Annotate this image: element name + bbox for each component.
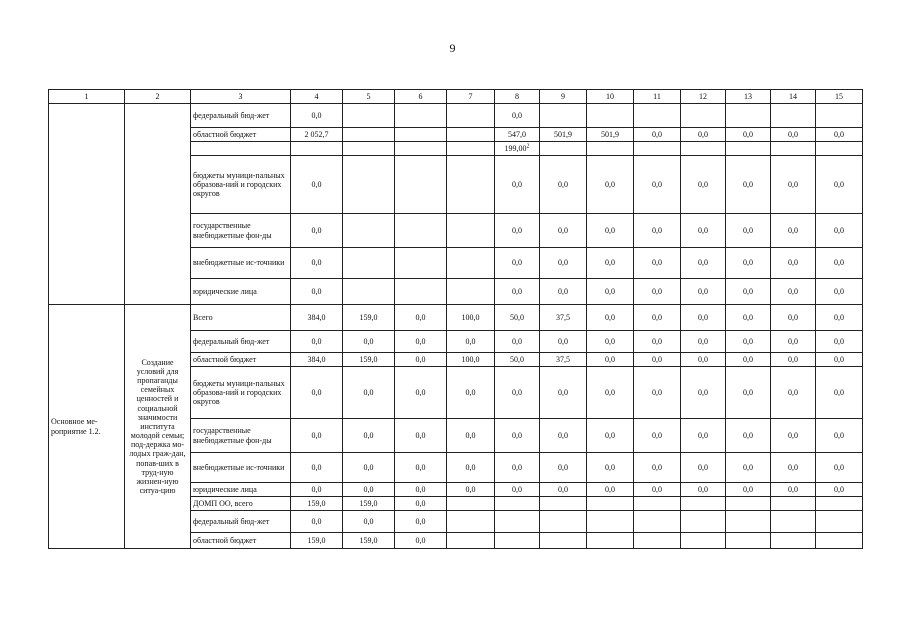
value-cell [447, 142, 495, 156]
value-cell: 0,0 [726, 483, 771, 497]
value-cell [395, 279, 447, 305]
value-cell: 100,0 [447, 353, 495, 367]
value-cell: 0,0 [495, 214, 540, 248]
table-row [49, 104, 863, 128]
funding-source-cell [191, 142, 291, 156]
value-cell: 159,0 [343, 305, 395, 331]
value-cell [771, 142, 816, 156]
value-cell: 0,0 [540, 214, 587, 248]
value-cell [343, 104, 395, 128]
budget-table [48, 89, 863, 549]
funding-source-cell: ДОМП ОО, всего [191, 497, 291, 511]
activity-name-cell: Основное ме-роприятие 1.2. [49, 305, 125, 549]
value-cell: 0,0 [291, 511, 343, 533]
value-cell: 0,0 [447, 419, 495, 453]
value-cell: 199,00$^2$ [495, 142, 540, 156]
value-cell: 0,0 [726, 156, 771, 214]
value-cell [291, 142, 343, 156]
value-cell: 0,0 [816, 353, 863, 367]
column-header: 2 [125, 90, 191, 104]
value-cell: 0,0 [343, 511, 395, 533]
value-cell [495, 511, 540, 533]
value-cell: 0,0 [771, 279, 816, 305]
column-header: 4 [291, 90, 343, 104]
funding-source-cell: государственные внебюджетные фон-ды [191, 214, 291, 248]
funding-source-cell: федеральный бюд-жет [191, 104, 291, 128]
value-cell [540, 533, 587, 549]
funding-source-cell: государственные внебюджетные фон-ды [191, 419, 291, 453]
value-cell: 0,0 [395, 497, 447, 511]
funding-source-cell: федеральный бюд-жет [191, 511, 291, 533]
value-cell: 0,0 [634, 419, 681, 453]
value-cell: 0,0 [816, 483, 863, 497]
value-cell [540, 497, 587, 511]
value-cell: 0,0 [681, 248, 726, 279]
value-cell [587, 533, 634, 549]
value-cell [447, 104, 495, 128]
value-cell: 0,0 [681, 128, 726, 142]
value-cell: 0,0 [395, 331, 447, 353]
value-cell: 0,0 [681, 353, 726, 367]
value-cell: 0,0 [634, 453, 681, 483]
funding-source-cell: бюджеты муници-пальных образова-ний и городских округов [191, 367, 291, 419]
value-cell: 0,0 [726, 453, 771, 483]
column-header: 10 [587, 90, 634, 104]
column-header: 1 [49, 90, 125, 104]
footnote-mark: 2 [526, 143, 530, 150]
value-cell: 0,0 [447, 367, 495, 419]
value-cell: 0,0 [681, 483, 726, 497]
value-cell [447, 533, 495, 549]
funding-source-cell: Всего [191, 305, 291, 331]
value-cell [681, 511, 726, 533]
value-cell [771, 533, 816, 549]
value-cell [343, 248, 395, 279]
value-cell [495, 533, 540, 549]
value-cell [816, 533, 863, 549]
value-cell: 0,0 [291, 419, 343, 453]
value-cell: 0,0 [771, 214, 816, 248]
value-cell: 0,0 [681, 214, 726, 248]
column-header: 12 [681, 90, 726, 104]
value-cell: 0,0 [587, 419, 634, 453]
value-cell: 0,0 [634, 156, 681, 214]
column-header: 3 [191, 90, 291, 104]
value-cell: 0,0 [395, 367, 447, 419]
value-cell: 0,0 [681, 367, 726, 419]
value-cell: 0,0 [540, 331, 587, 353]
value-cell [447, 497, 495, 511]
value-cell: 0,0 [291, 331, 343, 353]
funding-source-cell: внебюджетные ис-точники [191, 248, 291, 279]
value-cell: 0,0 [540, 156, 587, 214]
value-cell: 0,0 [395, 305, 447, 331]
value-cell: 50,0 [495, 305, 540, 331]
value-cell: 0,0 [771, 156, 816, 214]
value-cell: 0,0 [587, 279, 634, 305]
value-cell: 0,0 [587, 214, 634, 248]
value-cell: 2 052,7 [291, 128, 343, 142]
value-cell [343, 128, 395, 142]
value-cell: 0,0 [291, 453, 343, 483]
value-cell: 0,0 [634, 331, 681, 353]
value-cell: 0,0 [634, 367, 681, 419]
value-cell: 0,0 [447, 453, 495, 483]
value-cell: 0,0 [771, 367, 816, 419]
value-cell: 0,0 [816, 305, 863, 331]
table-body [49, 104, 863, 549]
value-cell: 0,0 [726, 305, 771, 331]
value-cell: 0,0 [816, 419, 863, 453]
value-cell [726, 533, 771, 549]
value-cell: 0,0 [343, 453, 395, 483]
column-header: 11 [634, 90, 681, 104]
value-cell: 0,0 [771, 305, 816, 331]
value-cell: 0,0 [587, 248, 634, 279]
value-cell: 0,0 [587, 331, 634, 353]
value-cell [540, 142, 587, 156]
value-cell: 0,0 [587, 353, 634, 367]
value-cell: 0,0 [816, 248, 863, 279]
value-cell: 159,0 [291, 533, 343, 549]
funding-source-cell: внебюджетные ис-точники [191, 453, 291, 483]
value-cell [681, 497, 726, 511]
funding-source-cell: областной бюджет [191, 353, 291, 367]
value-cell [726, 104, 771, 128]
value-cell: 0,0 [771, 453, 816, 483]
value-cell: 0,0 [681, 453, 726, 483]
table-row [49, 305, 863, 331]
value-cell: 0,0 [681, 305, 726, 331]
value-cell: 0,0 [395, 483, 447, 497]
value-cell [343, 156, 395, 214]
value-cell [540, 511, 587, 533]
value-cell: 0,0 [395, 419, 447, 453]
value-cell: 0,0 [681, 419, 726, 453]
value-cell: 0,0 [726, 279, 771, 305]
value-cell [447, 248, 495, 279]
value-cell [681, 142, 726, 156]
value-cell: 0,0 [587, 483, 634, 497]
value-cell [634, 533, 681, 549]
value-cell: 0,0 [540, 483, 587, 497]
value-cell: 0,0 [771, 483, 816, 497]
value-cell: 0,0 [540, 367, 587, 419]
value-cell: 0,0 [291, 156, 343, 214]
value-cell [395, 128, 447, 142]
value-cell [447, 128, 495, 142]
value-cell: 0,0 [587, 305, 634, 331]
value-cell: 50,0 [495, 353, 540, 367]
value-cell: 0,0 [343, 419, 395, 453]
value-cell: 0,0 [816, 367, 863, 419]
value-cell: 0,0 [540, 279, 587, 305]
value-cell: 0,0 [634, 305, 681, 331]
value-cell: 0,0 [816, 128, 863, 142]
value-cell [343, 279, 395, 305]
value-cell: 384,0 [291, 305, 343, 331]
value-cell: 0,0 [495, 156, 540, 214]
value-cell: 0,0 [540, 248, 587, 279]
value-cell: 0,0 [726, 214, 771, 248]
column-header: 7 [447, 90, 495, 104]
column-header: 14 [771, 90, 816, 104]
value-cell: 0,0 [726, 248, 771, 279]
value-cell: 0,0 [495, 367, 540, 419]
value-cell: 0,0 [291, 279, 343, 305]
value-cell [395, 214, 447, 248]
value-cell [587, 511, 634, 533]
value-cell: 0,0 [495, 104, 540, 128]
column-number-row [49, 90, 863, 104]
value-cell [395, 104, 447, 128]
value-cell: 0,0 [540, 419, 587, 453]
value-cell: 0,0 [343, 483, 395, 497]
value-cell [447, 214, 495, 248]
value-cell: 0,0 [343, 367, 395, 419]
value-cell: 0,0 [587, 156, 634, 214]
value-cell [681, 533, 726, 549]
value-cell: 0,0 [681, 156, 726, 214]
column-header: 5 [343, 90, 395, 104]
value-cell [634, 497, 681, 511]
value-cell [587, 142, 634, 156]
value-cell [495, 497, 540, 511]
funding-source-cell: областной бюджет [191, 128, 291, 142]
value-cell [726, 142, 771, 156]
funding-source-cell: юридические лица [191, 483, 291, 497]
value-cell [395, 142, 447, 156]
value-cell: 0,0 [726, 353, 771, 367]
value-cell: 0,0 [726, 128, 771, 142]
value-cell: 159,0 [291, 497, 343, 511]
value-cell [816, 104, 863, 128]
value-cell: 37,5 [540, 305, 587, 331]
value-cell [726, 497, 771, 511]
value-cell [634, 511, 681, 533]
value-cell: 0,0 [634, 248, 681, 279]
value-cell: 0,0 [771, 419, 816, 453]
activity-description-cell: Создание условий для пропаганды семейных ценностей и социальной значимости института молодой семьи; под-держка мо-лодых граж-дан, попав-ших в труд-ную жизнен-ную ситуа-цию [125, 305, 191, 549]
value-cell: 159,0 [343, 533, 395, 549]
value-cell: 0,0 [816, 214, 863, 248]
funding-source-cell: юридические лица [191, 279, 291, 305]
value-cell: 0,0 [816, 453, 863, 483]
value-cell [681, 104, 726, 128]
value-cell: 37,5 [540, 353, 587, 367]
value-cell [771, 497, 816, 511]
funding-source-cell: бюджеты муници-пальных образова-ний и городских округов [191, 156, 291, 214]
value-cell: 0,0 [395, 533, 447, 549]
value-cell [447, 279, 495, 305]
value-cell: 0,0 [681, 331, 726, 353]
value-cell: 0,0 [771, 128, 816, 142]
value-cell: 0,0 [395, 511, 447, 533]
value-cell [395, 248, 447, 279]
value-cell: 0,0 [681, 279, 726, 305]
value-cell [816, 142, 863, 156]
value-cell: 0,0 [587, 453, 634, 483]
value-cell: 0,0 [495, 419, 540, 453]
value-cell: 0,0 [726, 367, 771, 419]
value-cell: 0,0 [343, 331, 395, 353]
value-cell: 0,0 [771, 353, 816, 367]
value-cell [587, 497, 634, 511]
value-cell: 0,0 [495, 248, 540, 279]
value-cell: 0,0 [634, 279, 681, 305]
activity-description-cell [125, 104, 191, 305]
value-cell: 0,0 [634, 214, 681, 248]
value-cell: 0,0 [495, 331, 540, 353]
page-number: 9 [449, 41, 456, 55]
value-cell [816, 511, 863, 533]
value-cell: 0,0 [495, 279, 540, 305]
value-cell: 0,0 [816, 279, 863, 305]
value-cell [540, 104, 587, 128]
value-cell [395, 156, 447, 214]
value-cell: 384,0 [291, 353, 343, 367]
value-cell [816, 497, 863, 511]
value-cell [587, 104, 634, 128]
value-cell [771, 104, 816, 128]
value-cell: 547,0 [495, 128, 540, 142]
value-cell: 0,0 [634, 128, 681, 142]
value-cell: 0,0 [726, 419, 771, 453]
value-cell: 501,9 [540, 128, 587, 142]
value-cell: 0,0 [291, 248, 343, 279]
column-header: 9 [540, 90, 587, 104]
value-cell [343, 142, 395, 156]
value-cell [343, 214, 395, 248]
value-cell: 501,9 [587, 128, 634, 142]
value-cell: 0,0 [771, 248, 816, 279]
column-header: 6 [395, 90, 447, 104]
value-cell: 0,0 [495, 483, 540, 497]
value-cell: 100,0 [447, 305, 495, 331]
value-cell: 0,0 [291, 367, 343, 419]
table-header [49, 90, 863, 104]
column-header: 8 [495, 90, 540, 104]
value-cell: 0,0 [726, 331, 771, 353]
value-cell: 0,0 [447, 331, 495, 353]
value-cell: 0,0 [447, 483, 495, 497]
value-cell: 0,0 [291, 214, 343, 248]
value-cell: 0,0 [395, 353, 447, 367]
value-cell: 0,0 [634, 483, 681, 497]
value-cell: 0,0 [634, 353, 681, 367]
value-cell: 0,0 [291, 483, 343, 497]
column-header: 13 [726, 90, 771, 104]
value-cell [634, 142, 681, 156]
value-cell [726, 511, 771, 533]
funding-source-cell: федеральный бюд-жет [191, 331, 291, 353]
value-cell: 159,0 [343, 497, 395, 511]
value-cell: 0,0 [816, 156, 863, 214]
value-cell: 0,0 [540, 453, 587, 483]
funding-source-cell: областной бюджет [191, 533, 291, 549]
value-cell: 0,0 [395, 453, 447, 483]
value-cell: 0,0 [816, 331, 863, 353]
value-cell: 0,0 [291, 104, 343, 128]
value-cell: 0,0 [771, 331, 816, 353]
activity-name-cell [49, 104, 125, 305]
value-cell [771, 511, 816, 533]
value-cell [447, 156, 495, 214]
value-cell: 0,0 [587, 367, 634, 419]
column-header: 15 [816, 90, 863, 104]
value-cell: 159,0 [343, 353, 395, 367]
value-cell: 0,0 [495, 453, 540, 483]
value-cell [634, 104, 681, 128]
value-cell [447, 511, 495, 533]
